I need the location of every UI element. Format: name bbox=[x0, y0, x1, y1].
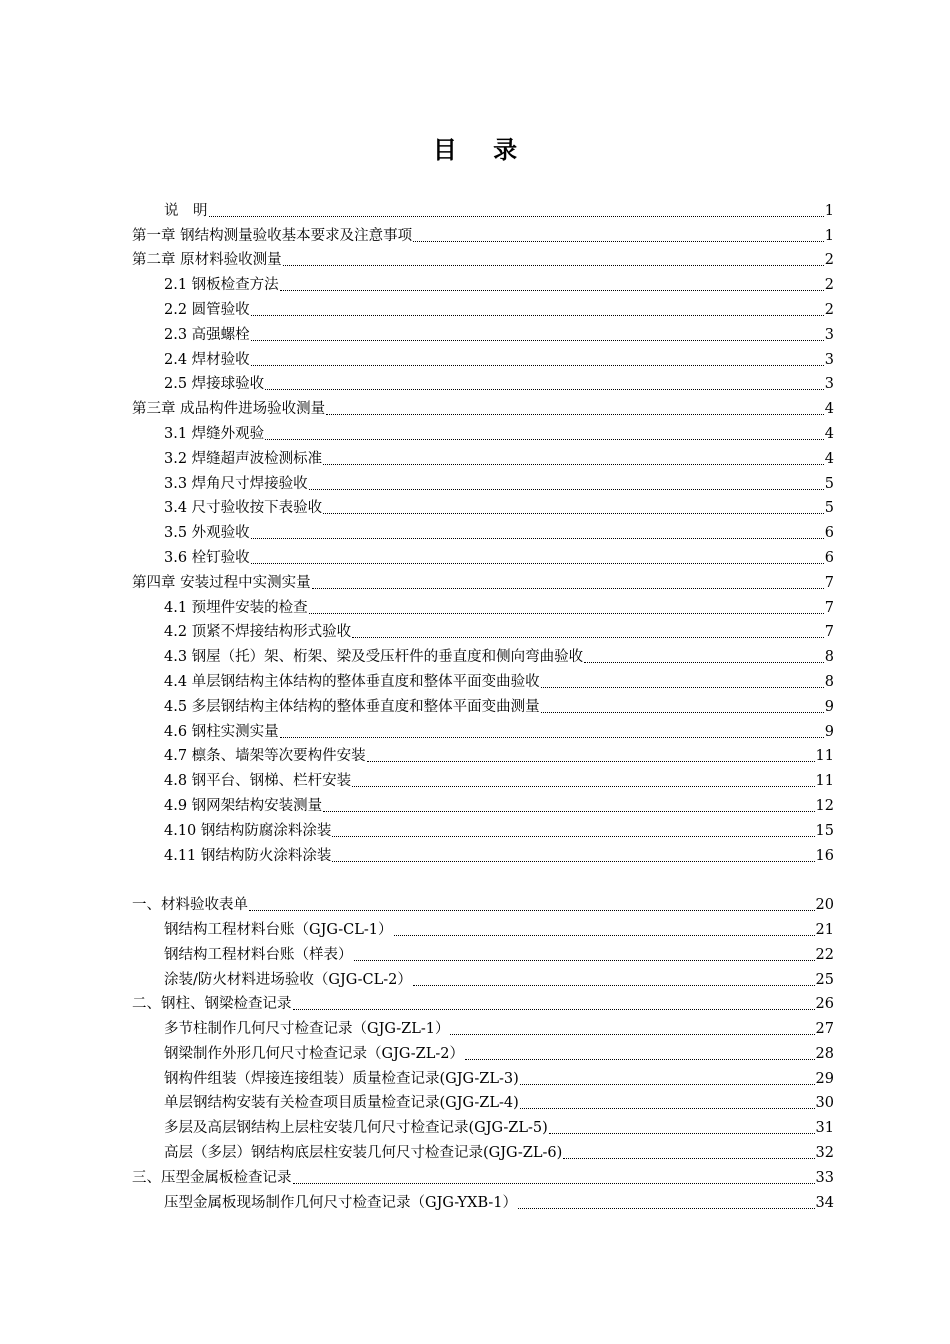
toc-dot-leader bbox=[251, 365, 824, 366]
toc-dot-leader bbox=[332, 836, 814, 837]
toc-dot-leader bbox=[265, 439, 824, 440]
toc-entry-label: 4.6 钢柱实测实量 bbox=[164, 723, 279, 740]
toc-entry-label: 3.3 焊角尺寸焊接验收 bbox=[164, 475, 308, 492]
toc-dot-leader bbox=[309, 489, 824, 490]
toc-entry-page-number: 27 bbox=[815, 1021, 834, 1038]
toc-dot-leader bbox=[265, 389, 824, 390]
toc-entry[interactable] bbox=[132, 890, 834, 915]
toc-entry[interactable] bbox=[132, 469, 834, 494]
toc-entry[interactable] bbox=[132, 320, 834, 345]
toc-entry-label: 第三章 成品构件进场验收测量 bbox=[132, 401, 326, 418]
toc-entry[interactable] bbox=[132, 1138, 834, 1163]
toc-entry[interactable] bbox=[132, 1014, 834, 1039]
toc-entry-page-number: 33 bbox=[815, 1169, 834, 1186]
toc-entry[interactable] bbox=[132, 940, 834, 965]
page-title: 目 录 bbox=[432, 135, 532, 164]
toc-entry-label: 第四章 安装过程中实测实量 bbox=[132, 574, 311, 591]
toc-entry[interactable] bbox=[132, 494, 834, 519]
toc-entry[interactable] bbox=[132, 270, 834, 295]
toc-dot-leader bbox=[249, 910, 815, 911]
toc-dot-leader bbox=[413, 985, 815, 986]
toc-dot-leader bbox=[251, 538, 824, 539]
toc-entry[interactable] bbox=[132, 791, 834, 816]
toc-entry[interactable] bbox=[132, 1113, 834, 1138]
toc-dot-leader bbox=[520, 1108, 815, 1109]
toc-entry-label: 2.4 焊材验收 bbox=[164, 351, 250, 368]
toc-dot-leader bbox=[352, 786, 814, 787]
toc-dot-leader bbox=[323, 811, 814, 812]
toc-dot-leader bbox=[251, 340, 824, 341]
toc-dot-leader bbox=[326, 414, 824, 415]
toc-section-forms bbox=[132, 890, 834, 1212]
toc-entry[interactable] bbox=[132, 618, 834, 643]
toc-entry-page-number: 7 bbox=[824, 624, 834, 641]
toc-dot-leader bbox=[563, 1158, 814, 1159]
toc-dot-leader bbox=[251, 563, 824, 564]
toc-entry-label: 高层（多层）钢结构底层柱安装几何尺寸检查记录(GJG-ZL-6) bbox=[164, 1145, 563, 1162]
toc-entry-page-number: 1 bbox=[824, 202, 834, 219]
toc-entry-page-number: 8 bbox=[824, 649, 834, 666]
toc-entry[interactable] bbox=[132, 370, 834, 395]
toc-dot-leader bbox=[520, 1084, 815, 1085]
toc-entry-label: 3.4 尺寸验收按下表验收 bbox=[164, 500, 323, 517]
toc-entry-label: 2.3 高强螺栓 bbox=[164, 326, 250, 343]
toc-entry[interactable] bbox=[132, 246, 834, 271]
toc-dot-leader bbox=[283, 265, 824, 266]
toc-entry[interactable] bbox=[132, 419, 834, 444]
toc-entry-page-number: 22 bbox=[815, 946, 834, 963]
toc-entry-page-number: 3 bbox=[824, 326, 834, 343]
toc-entry[interactable] bbox=[132, 543, 834, 568]
table-of-contents bbox=[132, 196, 834, 1213]
toc-entry-page-number: 6 bbox=[824, 549, 834, 566]
toc-entry[interactable] bbox=[132, 295, 834, 320]
toc-entry[interactable] bbox=[132, 717, 834, 742]
toc-entry-label: 4.3 钢屋（托）架、桁架、梁及受压杆件的垂直度和侧向弯曲验收 bbox=[164, 649, 584, 666]
toc-entry-label: 压型金属板现场制作几何尺寸检查记录（GJG-YXB-1） bbox=[164, 1194, 517, 1211]
toc-entry-label: 4.8 钢平台、钢梯、栏杆安装 bbox=[164, 773, 352, 790]
toc-entry-page-number: 29 bbox=[815, 1070, 834, 1087]
toc-entry-page-number: 32 bbox=[815, 1145, 834, 1162]
toc-entry[interactable] bbox=[132, 345, 834, 370]
toc-entry[interactable] bbox=[132, 444, 834, 469]
toc-entry[interactable] bbox=[132, 965, 834, 990]
toc-entry-page-number: 30 bbox=[815, 1095, 834, 1112]
toc-dot-leader bbox=[450, 1034, 814, 1035]
toc-entry[interactable] bbox=[132, 742, 834, 767]
toc-dot-leader bbox=[465, 1059, 815, 1060]
toc-entry[interactable] bbox=[132, 841, 834, 866]
toc-entry[interactable] bbox=[132, 593, 834, 618]
toc-entry[interactable] bbox=[132, 568, 834, 593]
toc-entry[interactable] bbox=[132, 990, 834, 1015]
toc-entry-page-number: 20 bbox=[815, 897, 834, 914]
toc-entry[interactable] bbox=[132, 1188, 834, 1213]
toc-entry-label: 涂装/防火材料进场验收（GJG-CL-2） bbox=[164, 971, 412, 988]
toc-dot-leader bbox=[293, 1009, 815, 1010]
toc-entry-label: 钢结构工程材料台账（GJG-CL-1） bbox=[164, 921, 393, 938]
toc-entry-label: 4.2 顶紧不焊接结构形式验收 bbox=[164, 624, 352, 641]
toc-entry[interactable] bbox=[132, 394, 834, 419]
toc-dot-leader bbox=[309, 613, 824, 614]
toc-dot-leader bbox=[541, 712, 824, 713]
toc-dot-leader bbox=[518, 1208, 815, 1209]
toc-entry-label: 钢梁制作外形几何尺寸检查记录（GJG-ZL-2） bbox=[164, 1045, 464, 1062]
toc-entry-page-number: 11 bbox=[815, 748, 834, 765]
toc-entry-page-number: 5 bbox=[824, 500, 834, 517]
toc-entry-page-number: 3 bbox=[824, 351, 834, 368]
toc-entry-label: 多节柱制作几何尺寸检查记录（GJG-ZL-1） bbox=[164, 1021, 450, 1038]
toc-entry-label: 4.1 预埋件安装的检查 bbox=[164, 599, 308, 616]
toc-entry-label: 钢结构工程材料台账（样表） bbox=[164, 946, 353, 963]
toc-entry-page-number: 34 bbox=[815, 1194, 834, 1211]
toc-dot-leader bbox=[293, 1183, 815, 1184]
toc-entry-page-number: 31 bbox=[815, 1120, 834, 1137]
toc-entry-page-number: 4 bbox=[824, 425, 834, 442]
toc-entry-page-number: 1 bbox=[824, 227, 834, 244]
toc-entry-label: 说 明 bbox=[164, 202, 208, 219]
toc-entry-label: 2.1 钢板检查方法 bbox=[164, 277, 279, 294]
toc-section-gap bbox=[132, 866, 834, 891]
toc-entry-page-number: 2 bbox=[824, 301, 834, 318]
toc-entry-label: 4.4 单层钢结构主体结构的整体垂直度和整体平面变曲验收 bbox=[164, 673, 540, 690]
toc-entry-page-number: 25 bbox=[815, 971, 834, 988]
toc-entry-label: 3.5 外观验收 bbox=[164, 525, 250, 542]
toc-dot-leader bbox=[323, 513, 824, 514]
toc-entry-label: 一、材料验收表单 bbox=[132, 897, 248, 914]
toc-entry-label: 单层钢结构安装有关检查项目质量检查记录(GJG-ZL-4) bbox=[164, 1095, 519, 1112]
toc-entry-label: 4.11 钢结构防火涂料涂装 bbox=[164, 847, 332, 864]
toc-entry-label: 三、压型金属板检查记录 bbox=[132, 1169, 292, 1186]
toc-entry-page-number: 9 bbox=[824, 723, 834, 740]
toc-entry-label: 4.7 檩条、墙架等次要构件安装 bbox=[164, 748, 366, 765]
toc-entry-label: 3.6 栓钉验收 bbox=[164, 549, 250, 566]
toc-dot-leader bbox=[280, 737, 824, 738]
toc-dot-leader bbox=[549, 1133, 815, 1134]
toc-dot-leader bbox=[251, 315, 824, 316]
toc-dot-leader bbox=[323, 464, 824, 465]
toc-entry-page-number: 5 bbox=[824, 475, 834, 492]
toc-entry-page-number: 2 bbox=[824, 252, 834, 269]
toc-entry[interactable] bbox=[132, 1163, 834, 1188]
toc-entry[interactable] bbox=[132, 766, 834, 791]
toc-entry-page-number: 7 bbox=[824, 574, 834, 591]
toc-dot-leader bbox=[584, 662, 824, 663]
toc-entry-page-number: 26 bbox=[815, 996, 834, 1013]
toc-section-chapters bbox=[132, 196, 834, 866]
toc-entry-page-number: 6 bbox=[824, 525, 834, 542]
toc-entry-page-number: 16 bbox=[815, 847, 834, 864]
toc-entry-page-number: 15 bbox=[815, 822, 834, 839]
toc-entry[interactable] bbox=[132, 1039, 834, 1064]
toc-entry-label: 3.2 焊缝超声波检测标准 bbox=[164, 450, 323, 467]
toc-entry[interactable] bbox=[132, 667, 834, 692]
toc-dot-leader bbox=[541, 687, 824, 688]
toc-entry-page-number: 4 bbox=[824, 401, 834, 418]
toc-entry-page-number: 4 bbox=[824, 450, 834, 467]
toc-entry[interactable] bbox=[132, 692, 834, 717]
toc-entry-page-number: 21 bbox=[815, 921, 834, 938]
toc-dot-leader bbox=[413, 241, 824, 242]
toc-dot-leader bbox=[312, 588, 824, 589]
toc-entry[interactable] bbox=[132, 642, 834, 667]
toc-entry[interactable] bbox=[132, 221, 834, 246]
toc-entry[interactable] bbox=[132, 915, 834, 940]
toc-entry-label: 钢构件组装（焊接连接组装）质量检查记录(GJG-ZL-3) bbox=[164, 1070, 519, 1087]
toc-dot-leader bbox=[367, 761, 815, 762]
toc-entry-page-number: 7 bbox=[824, 599, 834, 616]
toc-entry[interactable] bbox=[132, 1089, 834, 1114]
toc-dot-leader bbox=[332, 861, 814, 862]
toc-entry-label: 二、钢柱、钢梁检查记录 bbox=[132, 996, 292, 1013]
toc-entry-label: 4.5 多层钢结构主体结构的整体垂直度和整体平面变曲测量 bbox=[164, 698, 540, 715]
toc-entry-label: 2.2 圆管验收 bbox=[164, 301, 250, 318]
toc-entry-page-number: 28 bbox=[815, 1045, 834, 1062]
toc-dot-leader bbox=[352, 637, 824, 638]
toc-entry-label: 4.10 钢结构防腐涂料涂装 bbox=[164, 822, 332, 839]
toc-dot-leader bbox=[209, 216, 824, 217]
toc-dot-leader bbox=[280, 290, 824, 291]
toc-entry-label: 2.5 焊接球验收 bbox=[164, 376, 265, 393]
toc-entry-label: 4.9 钢网架结构安装测量 bbox=[164, 797, 323, 814]
toc-entry-label: 3.1 焊缝外观验 bbox=[164, 425, 265, 442]
toc-entry-page-number: 8 bbox=[824, 673, 834, 690]
toc-entry-page-number: 9 bbox=[824, 698, 834, 715]
toc-dot-leader bbox=[354, 960, 815, 961]
toc-entry[interactable] bbox=[132, 196, 834, 221]
toc-entry-label: 多层及高层钢结构上层柱安装几何尺寸检查记录(GJG-ZL-5) bbox=[164, 1120, 548, 1137]
toc-entry-page-number: 11 bbox=[815, 773, 834, 790]
toc-entry-label: 第一章 钢结构测量验收基本要求及注意事项 bbox=[132, 227, 413, 244]
toc-dot-leader bbox=[394, 935, 815, 936]
toc-entry-page-number: 3 bbox=[824, 376, 834, 393]
toc-entry[interactable] bbox=[132, 518, 834, 543]
toc-entry-page-number: 12 bbox=[815, 797, 834, 814]
toc-entry-page-number: 2 bbox=[824, 277, 834, 294]
toc-entry[interactable] bbox=[132, 816, 834, 841]
toc-entry[interactable] bbox=[132, 1064, 834, 1089]
toc-entry-label: 第二章 原材料验收测量 bbox=[132, 252, 282, 269]
